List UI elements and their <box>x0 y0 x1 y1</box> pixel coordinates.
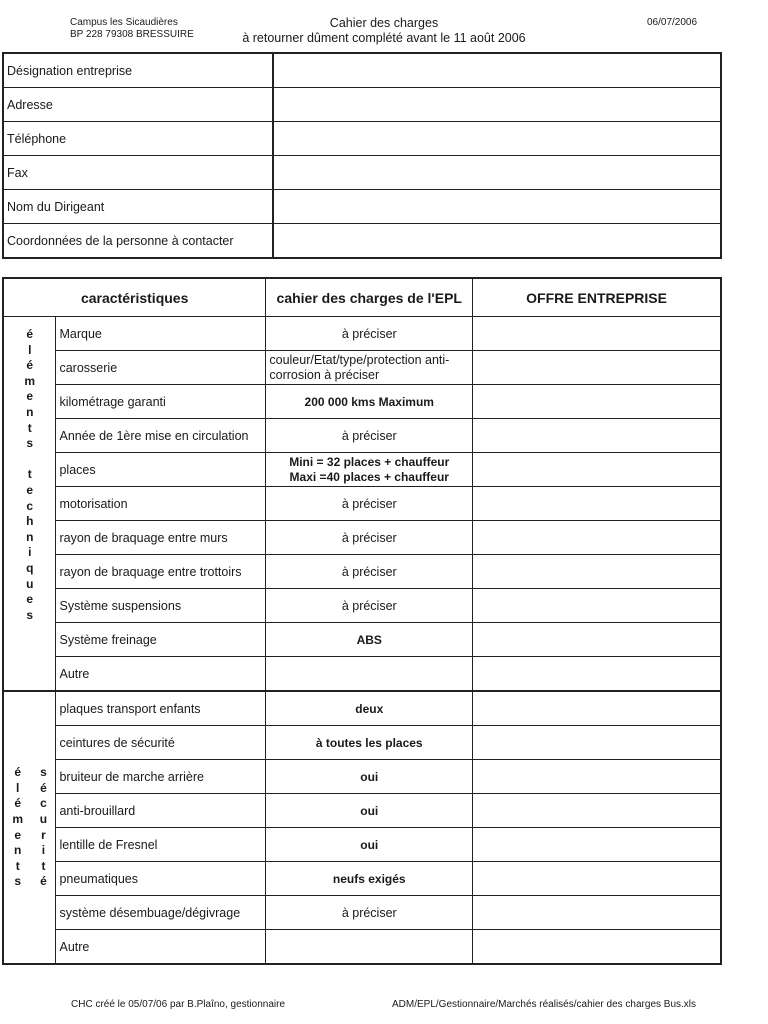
spec-label: kilométrage garanti <box>56 385 266 419</box>
spec-label: ceintures de sécurité <box>56 726 266 760</box>
spec-row <box>3 521 721 555</box>
spec-row <box>3 726 721 760</box>
spec-row <box>3 419 721 453</box>
spec-requirement-line: Maxi =40 places + chauffeur <box>289 469 449 484</box>
spec-row <box>3 794 721 828</box>
spec-label: Année de 1ère mise en circulation <box>56 419 266 453</box>
group-label-technique: é l é m e n t s t e c h n i q u e s <box>3 317 56 692</box>
doc-date: 06/07/2006 <box>647 17 698 28</box>
offer-field[interactable] <box>473 760 721 794</box>
spec-label: anti-brouillard <box>56 794 266 828</box>
spec-label: Marque <box>56 317 266 351</box>
spec-label: rayon de braquage entre trottoirs <box>56 555 266 589</box>
col-header-offre: OFFRE ENTREPRISE <box>473 278 721 317</box>
offer-field[interactable] <box>473 419 721 453</box>
org-name: Campus les Sicaudières <box>70 17 178 28</box>
spec-requirement <box>266 453 473 487</box>
spec-requirement[interactable] <box>266 657 473 692</box>
spec-label: pneumatiques <box>56 862 266 896</box>
spec-label: Système suspensions <box>56 589 266 623</box>
offer-field[interactable] <box>473 589 721 623</box>
spec-requirement: à préciser <box>266 419 473 453</box>
spec-requirement: à préciser <box>266 555 473 589</box>
spec-row <box>3 385 721 419</box>
offer-field[interactable] <box>473 726 721 760</box>
group-label-securite-elements: é l é m e n t s <box>12 765 24 889</box>
spec-label: rayon de braquage entre murs <box>56 521 266 555</box>
spec-requirement: couleur/Etat/type/protection anti-corrosion à préciser <box>266 351 473 385</box>
info-label: Fax <box>3 156 273 190</box>
offer-field[interactable] <box>473 521 721 555</box>
info-value-field[interactable] <box>273 88 721 122</box>
spec-label: système désembuage/dégivrage <box>56 896 266 930</box>
spec-requirement: à préciser <box>266 896 473 930</box>
spec-requirement: à préciser <box>266 521 473 555</box>
info-value-field[interactable] <box>273 122 721 156</box>
footer-author: CHC créé le 05/07/06 par B.Plaîno, gestionnaire <box>71 999 286 1010</box>
spec-requirement: oui <box>266 828 473 862</box>
offer-field[interactable] <box>473 930 721 965</box>
info-row <box>3 224 721 259</box>
spec-row <box>3 930 721 965</box>
info-row <box>3 156 721 190</box>
spec-requirement: ABS <box>266 623 473 657</box>
spec-label: carosserie <box>56 351 266 385</box>
spec-requirement: à toutes les places <box>266 726 473 760</box>
col-header-caracteristiques: caractéristiques <box>3 278 266 317</box>
spec-row <box>3 623 721 657</box>
offer-field[interactable] <box>473 862 721 896</box>
info-label: Désignation entreprise <box>3 53 273 88</box>
spec-row <box>3 487 721 521</box>
spec-label: places <box>56 453 266 487</box>
info-row <box>3 190 721 224</box>
spec-row <box>3 589 721 623</box>
spec-row <box>3 828 721 862</box>
offer-field[interactable] <box>473 555 721 589</box>
info-label: Nom du Dirigeant <box>3 190 273 224</box>
spec-row <box>3 760 721 794</box>
spec-label: Système freinage <box>56 623 266 657</box>
specifications-table <box>2 277 722 965</box>
spec-requirement: à préciser <box>266 487 473 521</box>
doc-subtitle: à retourner dûment complété avant le 11 août 2006 <box>242 31 526 45</box>
spec-row <box>3 896 721 930</box>
company-info-table <box>2 52 722 259</box>
spec-row <box>3 453 721 487</box>
info-label: Adresse <box>3 88 273 122</box>
offer-field[interactable] <box>473 385 721 419</box>
spec-requirement: à préciser <box>266 589 473 623</box>
spec-label: bruiteur de marche arrière <box>56 760 266 794</box>
spec-label: Autre <box>56 930 266 965</box>
spec-row <box>3 555 721 589</box>
spec-row <box>3 691 721 726</box>
group-label-securite <box>3 691 56 964</box>
spec-requirement: à préciser <box>266 317 473 351</box>
spec-row <box>3 351 721 385</box>
offer-field[interactable] <box>473 657 721 692</box>
offer-field[interactable] <box>473 623 721 657</box>
spec-requirement: oui <box>266 760 473 794</box>
info-value-field[interactable] <box>273 190 721 224</box>
info-label: Téléphone <box>3 122 273 156</box>
spec-header-row <box>3 278 721 317</box>
group-label-securite-securite: s é c u r i t é <box>39 765 48 889</box>
spec-requirement: deux <box>266 691 473 726</box>
spec-requirement: neufs exigés <box>266 862 473 896</box>
offer-field[interactable] <box>473 317 721 351</box>
col-header-cahier: cahier des charges de l'EPL <box>266 278 473 317</box>
spec-requirement: oui <box>266 794 473 828</box>
offer-field[interactable] <box>473 487 721 521</box>
info-value-field[interactable] <box>273 224 721 259</box>
offer-field[interactable] <box>473 828 721 862</box>
offer-field[interactable] <box>473 351 721 385</box>
spec-requirement-line: Mini = 32 places + chauffeur <box>289 454 450 469</box>
spec-requirement[interactable] <box>266 930 473 965</box>
offer-field[interactable] <box>473 453 721 487</box>
spec-requirement: 200 000 kms Maximum <box>266 385 473 419</box>
offer-field[interactable] <box>473 691 721 726</box>
info-label: Coordonnées de la personne à contacter <box>3 224 273 259</box>
info-value-field[interactable] <box>273 53 721 88</box>
offer-field[interactable] <box>473 794 721 828</box>
info-row <box>3 88 721 122</box>
info-row <box>3 122 721 156</box>
spec-label: motorisation <box>56 487 266 521</box>
info-value-field[interactable] <box>273 156 721 190</box>
info-row <box>3 53 721 88</box>
spec-row <box>3 862 721 896</box>
org-address: BP 228 79308 BRESSUIRE <box>70 29 194 40</box>
doc-title: Cahier des charges <box>329 16 439 30</box>
spec-label: Autre <box>56 657 266 692</box>
spec-label: plaques transport enfants <box>56 691 266 726</box>
spec-row <box>3 657 721 692</box>
offer-field[interactable] <box>473 896 721 930</box>
spec-label: lentille de Fresnel <box>56 828 266 862</box>
spec-row <box>3 317 721 351</box>
footer-filepath: ADM/EPL/Gestionnaire/Marchés réalisés/cahier des charges Bus.xls <box>392 999 697 1010</box>
